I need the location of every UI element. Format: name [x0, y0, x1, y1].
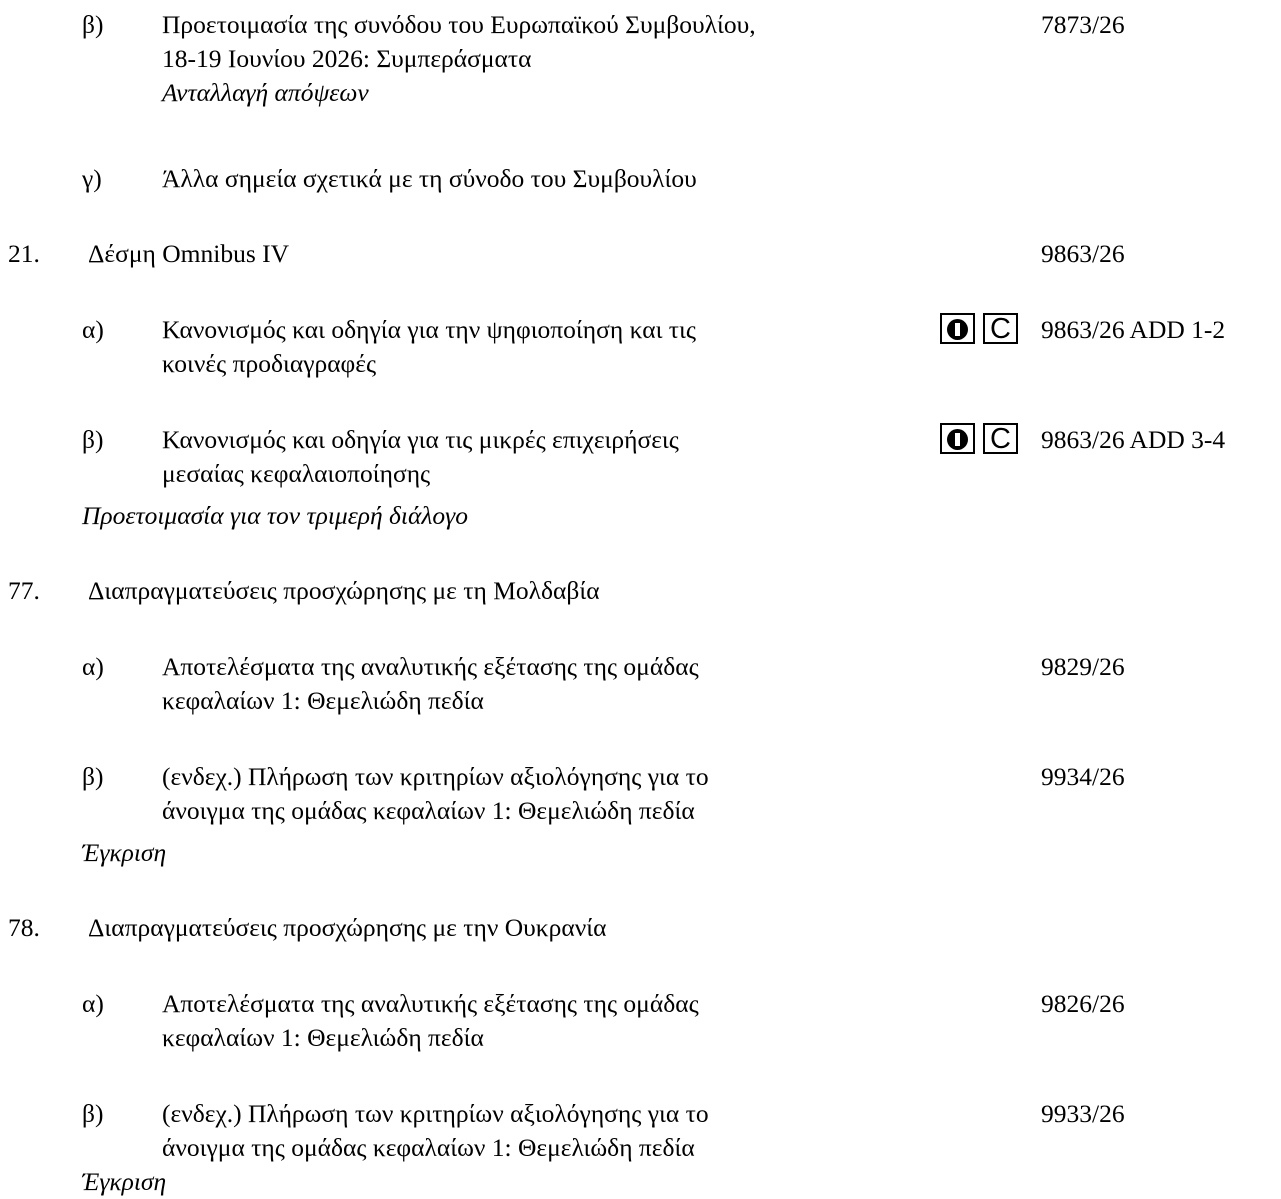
item-text-line: Κανονισμός και οδηγία για τις μικρές επιχειρήσεις — [162, 425, 679, 454]
item-text-line: 18-19 Ιουνίου 2026: Συμπεράσματα — [162, 44, 532, 73]
item-letter: α) — [82, 315, 104, 344]
item-text-line: κεφαλαίων 1: Θεμελιώδη πεδία — [162, 1023, 484, 1052]
item-number: 77. — [8, 576, 40, 605]
item-text-line: άνοιγμα της ομάδας κεφαλαίων 1: Θεμελιώδη πεδία — [162, 796, 695, 825]
item-text-line: μεσαίας κεφαλαιοποίησης — [162, 459, 431, 488]
item-text-line: Προετοιμασία της συνόδου του Ευρωπαϊκού Συμβουλίου, — [162, 10, 756, 39]
doc-reference: 9863/26 — [1041, 239, 1125, 268]
item-text-line: Αποτελέσματα της αναλυτικής εξέτασης της ομάδας — [162, 652, 699, 681]
item-text-line: Αποτελέσματα της αναλυτικής εξέτασης της ομάδας — [162, 989, 699, 1018]
info-icon — [940, 423, 975, 454]
item-note: Έγκριση — [82, 1167, 167, 1196]
item-letter: γ) — [82, 164, 102, 193]
item-title: Δέσμη Omnibus IV — [88, 239, 290, 268]
doc-reference: 9829/26 — [1041, 652, 1125, 681]
doc-reference: 9863/26 ADD 1-2 — [1041, 315, 1226, 344]
info-icon — [940, 313, 975, 344]
doc-reference: 9826/26 — [1041, 989, 1125, 1018]
item-number: 21. — [8, 239, 40, 268]
doc-reference: 9934/26 — [1041, 762, 1125, 791]
item-text-line: (ενδεχ.) Πλήρωση των κριτηρίων αξιολόγησης για το — [162, 762, 709, 791]
item-letter: β) — [82, 762, 104, 791]
c-letter-icon: C — [983, 423, 1018, 454]
item-text-line: άνοιγμα της ομάδας κεφαλαίων 1: Θεμελιώδη πεδία — [162, 1133, 695, 1162]
item-letter: α) — [82, 652, 104, 681]
c-letter-icon: C — [983, 313, 1018, 344]
item-letter: β) — [82, 10, 104, 39]
procedure-marker — [940, 313, 1022, 346]
doc-reference: 9863/26 ADD 3-4 — [1041, 425, 1226, 454]
item-letter: β) — [82, 1099, 104, 1128]
procedure-marker — [940, 423, 1022, 456]
item-letter: β) — [82, 425, 104, 454]
item-text-line: κεφαλαίων 1: Θεμελιώδη πεδία — [162, 686, 484, 715]
item-text-line: κοινές προδιαγραφές — [162, 349, 377, 378]
item-text-line: (ενδεχ.) Πλήρωση των κριτηρίων αξιολόγησης για το — [162, 1099, 709, 1128]
item-note: Ανταλλαγή απόψεων — [162, 78, 369, 107]
doc-reference: 7873/26 — [1041, 10, 1125, 39]
item-note: Έγκριση — [82, 838, 167, 867]
item-note: Προετοιμασία για τον τριμερή διάλογο — [82, 501, 468, 530]
doc-reference: 9933/26 — [1041, 1099, 1125, 1128]
item-number: 78. — [8, 913, 40, 942]
item-text-line: Άλλα σημεία σχετικά με τη σύνοδο του Συμβουλίου — [162, 164, 697, 193]
item-letter: α) — [82, 989, 104, 1018]
item-title: Διαπραγματεύσεις προσχώρησης με τη Μολδαβία — [88, 576, 600, 605]
item-text-line: Κανονισμός και οδηγία για την ψηφιοποίηση και τις — [162, 315, 697, 344]
item-title: Διαπραγματεύσεις προσχώρησης με την Ουκρανία — [88, 913, 607, 942]
